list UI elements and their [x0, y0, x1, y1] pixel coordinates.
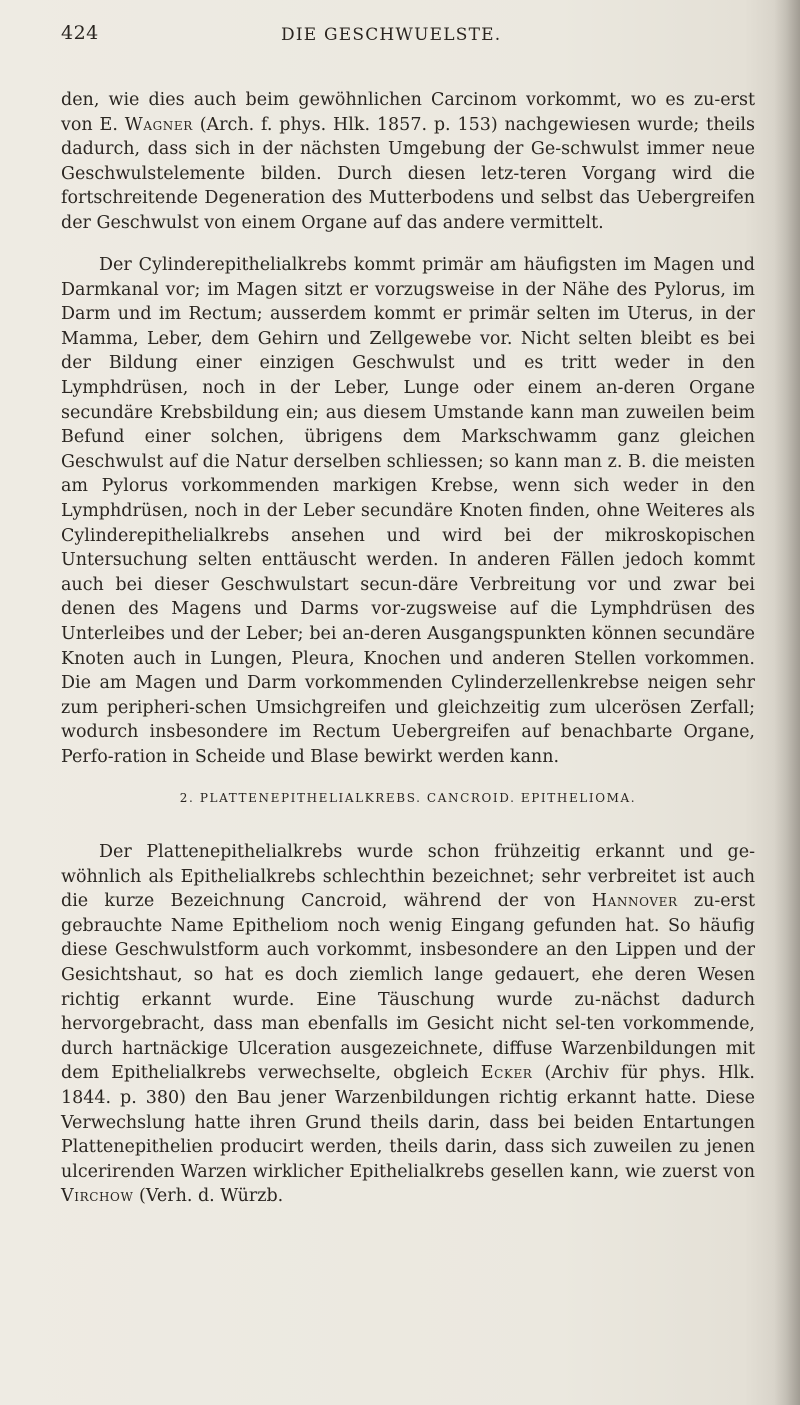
page-number: 424: [61, 22, 99, 44]
running-title: DIE GESCHWUELSTE.: [281, 25, 502, 45]
author-ecker: Ecker: [480, 1063, 533, 1084]
page-header: [61, 22, 761, 52]
section-heading: 2. PLATTENEPITHELIALKREBS. CANCROID. EPITHELIOMA.: [179, 791, 637, 805]
paragraph-3-text-d: (Verh. d. Würzb.: [133, 1186, 284, 1207]
page-edge-shadow: [774, 0, 800, 1405]
paragraph-1: [61, 88, 755, 236]
author-hannover: Hannover: [591, 891, 678, 912]
paragraph-3: [61, 840, 755, 1209]
author-wagner: Wagner: [124, 114, 193, 135]
author-virchow: Virchow: [61, 1186, 134, 1207]
paragraph-3-text-b: zu-erst gebrauchte Name Epitheliom noch wenig Eingang gefunden hat. So häufig diese Geschwulstform auch vorkommt, insbesondere an den Lippen und der Gesichtshaut, so hat es doch ziemlich lange gedauert, ehe deren Wesen richtig erkannt wurde. Eine Täuschung wurde zu-nächst dadurch hervorgebracht, dass man ebenfalls im Gesicht nicht sel-ten vorkommende, durch hartnäckige Ulceration ausgezeichnete, diffuse Warzenbildungen mit dem Epithelialkrebs verwechselte, obgleich: [61, 891, 756, 1084]
paragraph-2: Der Cylinderepithelialkrebs kommt primär am häufigsten im Magen und Darmkanal vor; im Magen sitzt er vorzugsweise in der Nähe des Pylorus, im Darm und im Rectum; ausserdem kommt er primär selten im Uterus, in der Mamma, Leber, dem Gehirn und Zellgewebe vor. Nicht selten bleibt es bei der Bildung einer einzigen Geschwulst und es tritt weder in den Lymphdrüsen, noch in der Leber, Lunge oder einem an-deren Organe secundäre Krebsbildung ein; aus diesem Umstande kann man zuweilen beim Befund einer solchen, übrigens dem Markschwamm ganz gleichen Geschwulst auf die Natur derselben schliessen; so kann man z. B. die meisten am Pylorus vorkommenden markigen Krebse, wenn sich weder in den Lymphdrüsen, noch in der Leber secundäre Knoten finden, ohne Weiteres als Cylinderepithelialkrebs ansehen und wird bei der mikroskopischen Untersuchung selten enttäuscht werden. In anderen Fällen jedoch kommt auch bei dieser Geschwulstart secun-däre Verbreitung vor und zwar bei denen des Magens und Darms vor-zugsweise auf die Lymphdrüsen des Unterleibes und der Leber; bei an-deren Ausgangspunkten können secundäre Knoten auch in Lungen, Pleura, Knochen und anderen Stellen vorkommen. Die am Magen und Darm vorkommenden Cylinderzellenkrebse neigen sehr zum peripheri-schen Umsichgreifen und gleichzeitig zum ulcerösen Zerfall; wodurch insbesondere im Rectum Uebergreifen auf benachbarte Organe, Perfo-ration in Scheide und Blase bewirkt werden kann.: [61, 255, 755, 767]
paragraph-1-text-b: (Arch. f. phys. Hlk. 1857. p. 153) nachgewiesen wurde; theils dadurch, dass sich in der nächsten Umgebung der Ge-schwulst immer neue Geschwulstelemente bilden. Durch diesen letz-teren Vorgang wird die fortschreitende Degeneration des Mutterbodens und selbst das Uebergreifen der Geschwulst von einem Organe auf das andere vermittelt.: [61, 114, 756, 233]
paragraph-3-text-c: (Archiv für phys. Hlk. 1844. p. 380) den Bau jener Warzenbildungen richtig erkannt hatte. Diese Verwechslung hatte ihren Grund theils darin, dass bei beiden Entartungen Plattenepithelien producirt werden, theils darin, dass sich zuweilen zu jenen ulcerirenden Warzen wirklicher Epithelialkrebs gesellen kann, wie zuerst von: [61, 1063, 755, 1182]
paragraph-3-text-a: Der Plattenepithelialkrebs wurde schon frühzeitig erkannt und ge-wöhnlich als Epithelialkrebs schlechthin bezeichnet; sehr verbreitet ist auch die kurze Bezeichnung Cancroid, während der von: [61, 842, 755, 912]
paragraph-1-text-a: den, wie dies auch beim gewöhnlichen Carcinom vorkommt, wo es zu-erst von E.: [61, 90, 755, 135]
